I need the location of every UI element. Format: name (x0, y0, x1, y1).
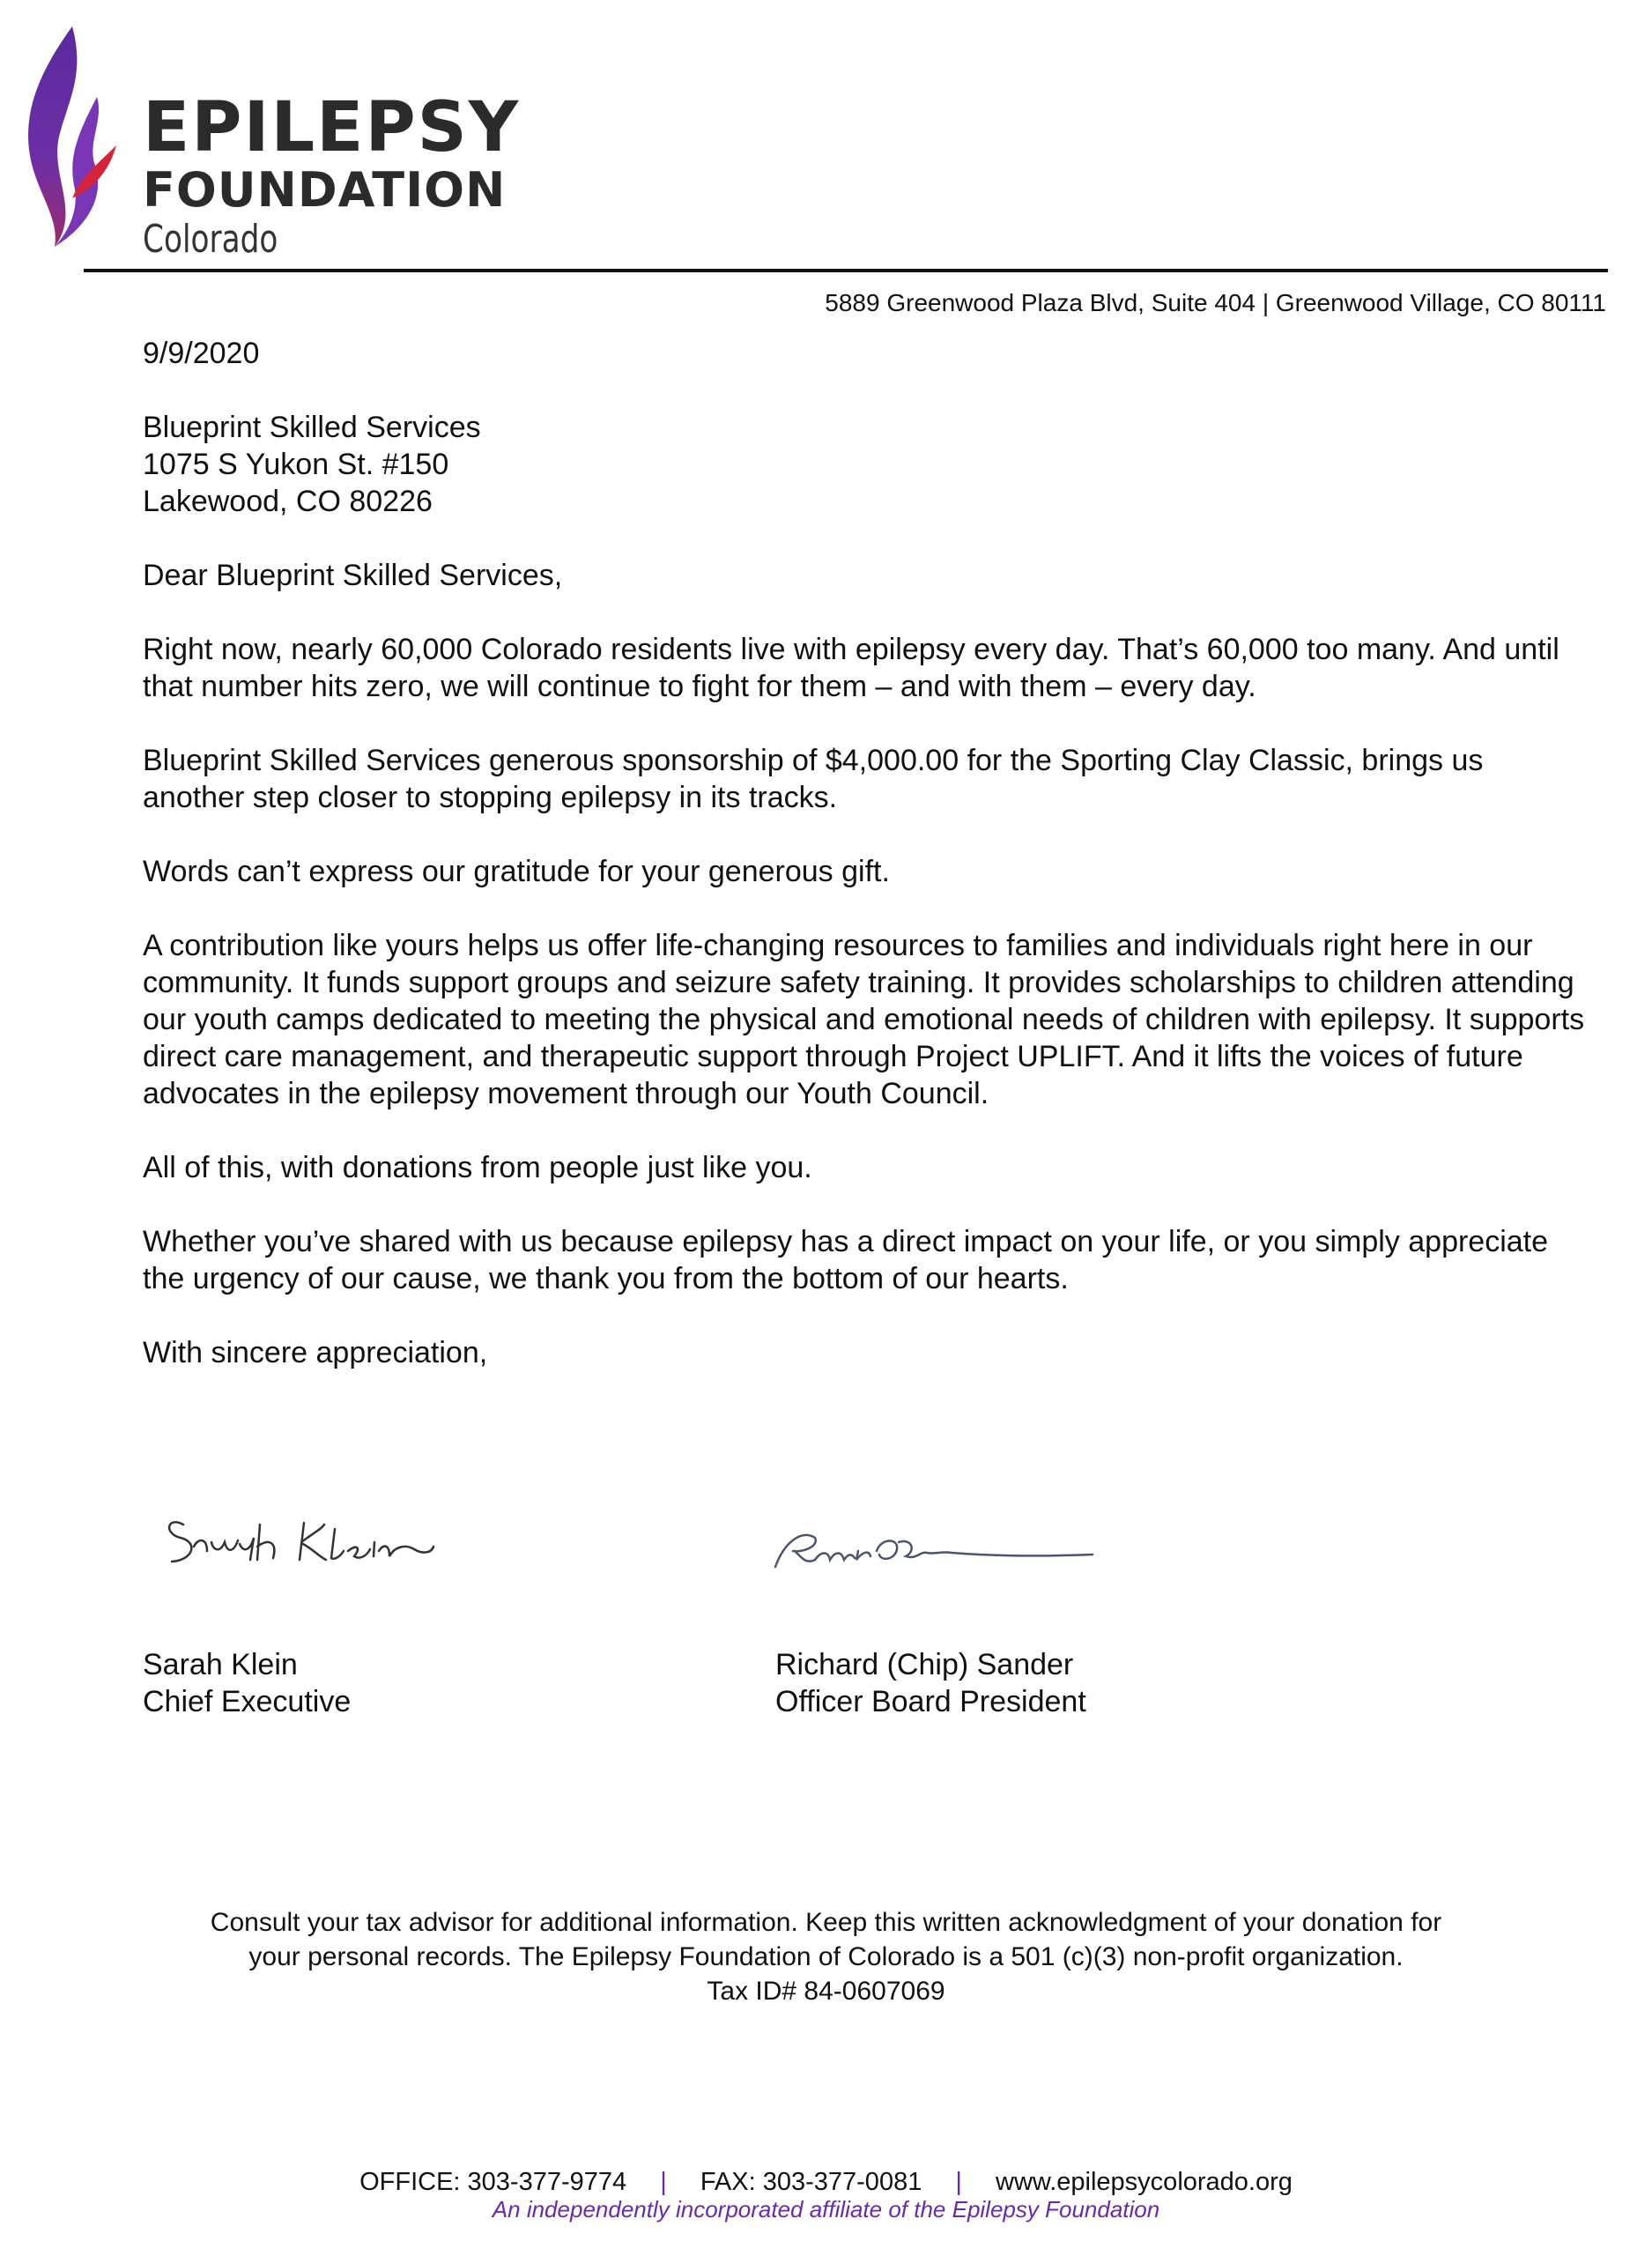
header-address: 5889 Greenwood Plaza Blvd, Suite 404 | Greenwood Village, CO 80111 (825, 289, 1606, 316)
recipient-city: Lakewood, CO 80226 (143, 485, 433, 518)
office-phone: OFFICE: 303-377-9774 (359, 2168, 627, 2196)
signer-name: Sarah Klein (143, 1648, 298, 1681)
paragraph: Blueprint Skilled Services generous sponsorship of $4,000.00 for the Sporting Clay Classic, brings us another step closer to stopping epilepsy in its tracks. (143, 744, 1484, 814)
fax-number: FAX: 303-377-0081 (700, 2168, 922, 2196)
logo-line-colorado: Colorado (143, 217, 278, 262)
paragraph: Words can’t express our gratitude for your generous gift. (143, 855, 890, 888)
logo-line-foundation: FOUNDATION (143, 162, 507, 218)
recipient-block (143, 409, 1588, 520)
signature-sarah-klein (159, 1498, 458, 1577)
tax-note-line: Consult your tax advisor for additional information. Keep this written acknowledgment of your donation for (210, 1908, 1442, 1937)
separator: | (955, 2168, 962, 2196)
signer-title: Officer Board President (775, 1685, 1086, 1718)
signer-block-1 (143, 1646, 351, 1720)
salutation: Dear Blueprint Skilled Services, (143, 559, 563, 592)
tax-note (0, 1905, 1652, 2008)
paragraph: Right now, nearly 60,000 Colorado residents live with epilepsy every day. That’s 60,000 too many. And until that number hits zero, we will continue to fight for them – and with them – every day. (143, 633, 1559, 703)
logo-line-epilepsy: EPILEPSY (143, 88, 521, 167)
signer-block-2 (775, 1646, 1086, 1720)
flame-icon (19, 22, 121, 251)
signer-name: Richard (Chip) Sander (775, 1648, 1074, 1681)
affiliate-note: An independently incorporated affiliate of the Epilepsy Foundation (492, 2196, 1160, 2223)
tax-id: Tax ID# 84-0607069 (707, 1977, 945, 2006)
tax-note-line: your personal records. The Epilepsy Foundation of Colorado is a 501 (c)(3) non-profit organization. (248, 1942, 1404, 1971)
header-divider (84, 269, 1608, 272)
paragraph: Whether you’ve shared with us because epilepsy has a direct impact on your life, or you simply appreciate the urgency of our cause, we thank you from the bottom of our hearts. (143, 1225, 1549, 1295)
paragraph: All of this, with donations from people just like you. (143, 1151, 812, 1184)
contact-line (0, 2166, 1652, 2198)
separator: | (660, 2168, 667, 2196)
recipient-name: Blueprint Skilled Services (143, 411, 481, 444)
signature-richard-sander (767, 1498, 1110, 1595)
recipient-street: 1075 S Yukon St. #150 (143, 448, 449, 481)
letter-date: 9/9/2020 (143, 337, 260, 370)
paragraph: A contribution like yours helps us offer life-changing resources to families and individuals right here in our community. It funds support groups and seizure safety training. It provides scholarships to children attending our youth camps dedicated to meeting the physical and emotional needs of children with epilepsy. It supports direct care management, and therapeutic support through Project UPLIFT. And it lifts the voices of future advocates in the epilepsy movement through our Youth Council. (143, 929, 1585, 1110)
closing: With sincere appreciation, (143, 1336, 488, 1369)
website-link[interactable]: www.epilepsycolorado.org (996, 2168, 1293, 2196)
signer-title: Chief Executive (143, 1685, 352, 1718)
logo-wordmark (143, 88, 521, 263)
letter-body (143, 335, 1588, 1371)
